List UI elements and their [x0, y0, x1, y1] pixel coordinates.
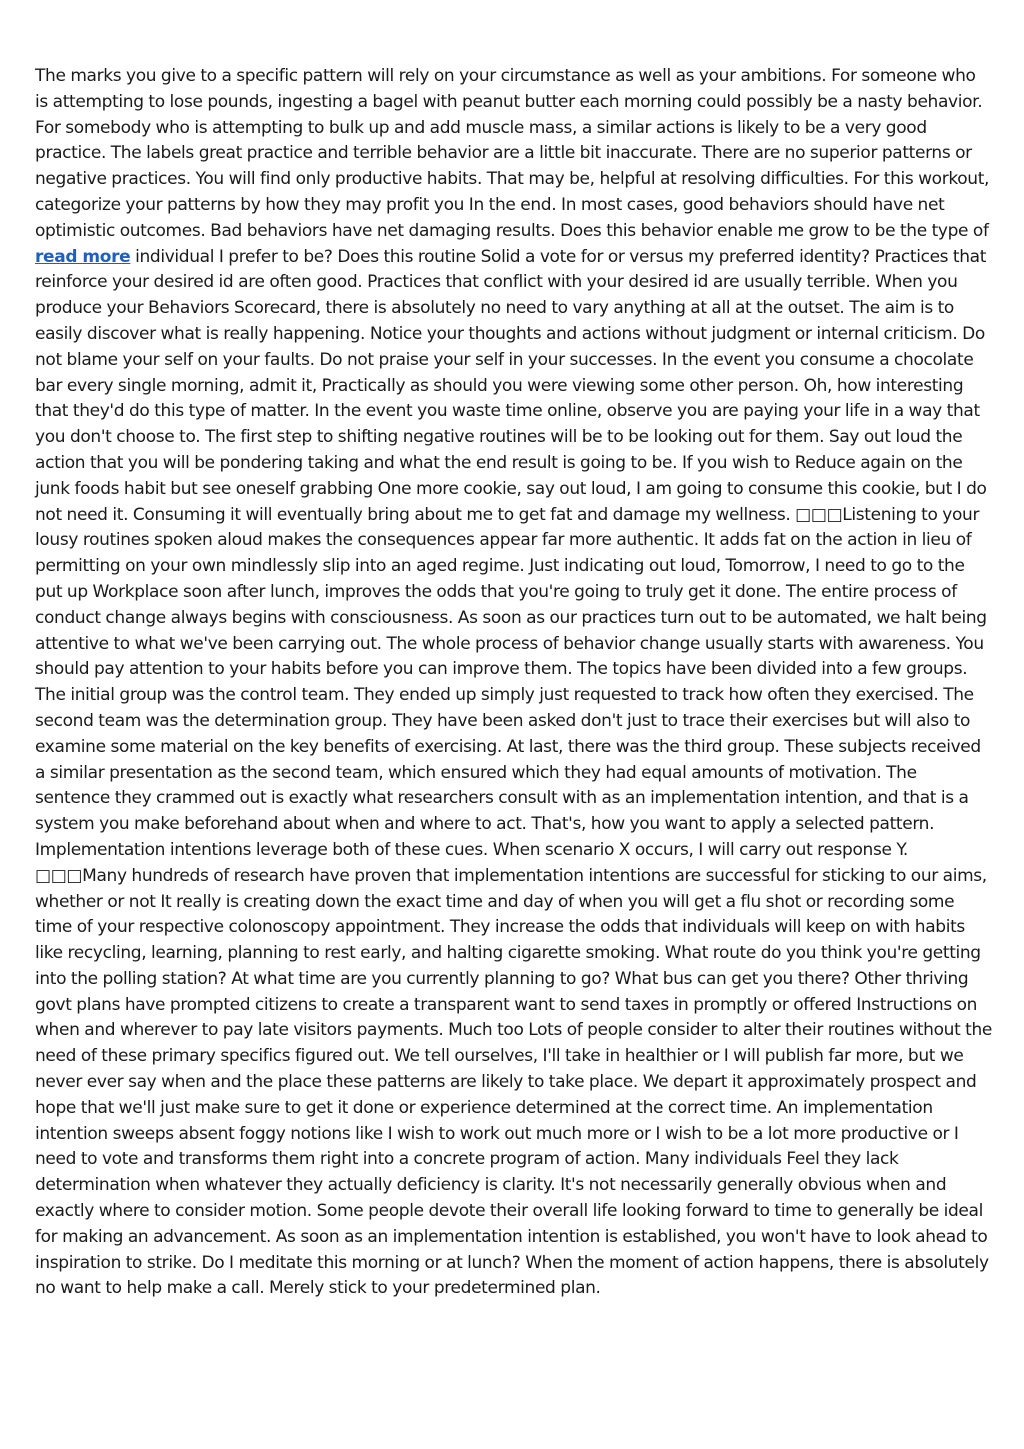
- body-paragraph: [35, 64, 993, 1302]
- paragraph-text-after-link: individual I prefer to be? Does this routine Solid a vote for or versus my preferred identity? Practices that reinforce your desired id are often good. Practices that conflict with your desired id are usually terrible. When you produce your Behaviors Scorecard, there is absolutely no need to vary anything at all at the outset. The aim is to easily discover what is really happening. Notice your thoughts and actions without judgment or internal criticism. Do not blame your self on your faults. Do not praise your self in your successes. In the event you consume a chocolate bar every single morning, admit it, Practically as should you were viewing some other person. Oh, how interesting that they'd do this type of matter. In the event you waste time online, observe you are paying your life in a way that you don't choose to. The first step to shifting negative routines will be to be looking out for them. Say out loud the action that you will be pondering taking and what the end result is going to be. If you wish to Reduce again on the junk foods habit but see oneself grabbing One more cookie, say out loud, I am going to consume this cookie, but I do not need it. Consuming it will eventually bring about me to get fat and damage my wellness. □□□Listening to your lousy routines spoken aloud makes the consequences appear far more authentic. It adds fat on the action in lieu of permitting on your own mindlessly slip into an aged regime. Just indicating out loud, Tomorrow, I need to go to the put up Workplace soon after lunch, improves the odds that you're going to truly get it done. The entire process of conduct change always begins with consciousness. As soon as our practices turn out to be automated, we halt being attentive to what we've been carrying out. The whole process of behavior change usually starts with awareness. You should pay attention to your habits before you can improve them. The topics have been divided into a few groups. The initial group was the control team. They ended up simply just requested to track how often they exercised. The second team was the determination group. They have been asked don't just to trace their exercises but will also to examine some material on the key benefits of exercising. At last, there was the third group. These subjects received a similar presentation as the second team, which ensured which they had equal amounts of motivation. The sentence they crammed out is exactly what researchers consult with as an implementation intention, and that is a system you make beforehand about when and where to act. That's, how you want to apply a selected pattern. Implementation intentions leverage both of these cues. When scenario X occurs, I will carry out response Y. □□□Many hundreds of research have proven that implementation intentions are successful for sticking to our aims, whether or not It really is creating down the exact time and day of when you will get a flu shot or recording some time of your respective colonoscopy appointment. They increase the odds that individuals will keep on with habits like recycling, learning, planning to rest early, and halting cigarette smoking. What route do you think you're getting into the polling station? At what time are you currently planning to go? What bus can get you there? Other thriving govt plans have prompted citizens to create a transparent want to send taxes in promptly or offered Instructions on when and wherever to pay late visitors payments. Much too Lots of people consider to alter their routines without the need of these primary specifics figured out. We tell ourselves, I'll take in healthier or I will publish far more, but we never ever say when and the place these patterns are likely to take place. We depart it approximately prospect and hope that we'll just make sure to get it done or experience determined at the correct time. An implementation intention sweeps absent foggy notions like I wish to work out much more or I wish to be a lot more productive or I need to vote and transforms them right into a concrete program of action. Many individuals Feel they lack determination when whatever they actually deficiency is clarity. It's not necessarily generally obvious when and exactly where to consider motion. Some people devote their overall life looking forward to time to generally be ideal for making an advancement. As soon as an implementation intention is established, you won't have to look ahead to inspiration to strike. Do I meditate this morning or at lunch? When the moment of action happens, there is absolutely no want to help make a call. Merely stick to your predetermined plan.: [35, 246, 992, 1299]
- document-page: [35, 64, 993, 1302]
- read-more-link[interactable]: read more: [35, 246, 131, 267]
- paragraph-text-before-link: The marks you give to a specific pattern will rely on your circumstance as well as your ambitions. For someone who is attempting to lose pounds, ingesting a bagel with peanut butter each morning could possibly be a nasty behavior. For somebody who is attempting to bulk up and add muscle mass, a similar actions is likely to be a very good practice. The labels great practice and terrible behavior are a little bit inaccurate. There are no superior patterns or negative practices. You will find only productive habits. That may be, helpful at resolving difficulties. For this workout, categorize your patterns by how they may profit you In the end. In most cases, good behaviors should have net optimistic outcomes. Bad behaviors have net damaging results. Does this behavior enable me grow to be the type of: [35, 66, 990, 241]
